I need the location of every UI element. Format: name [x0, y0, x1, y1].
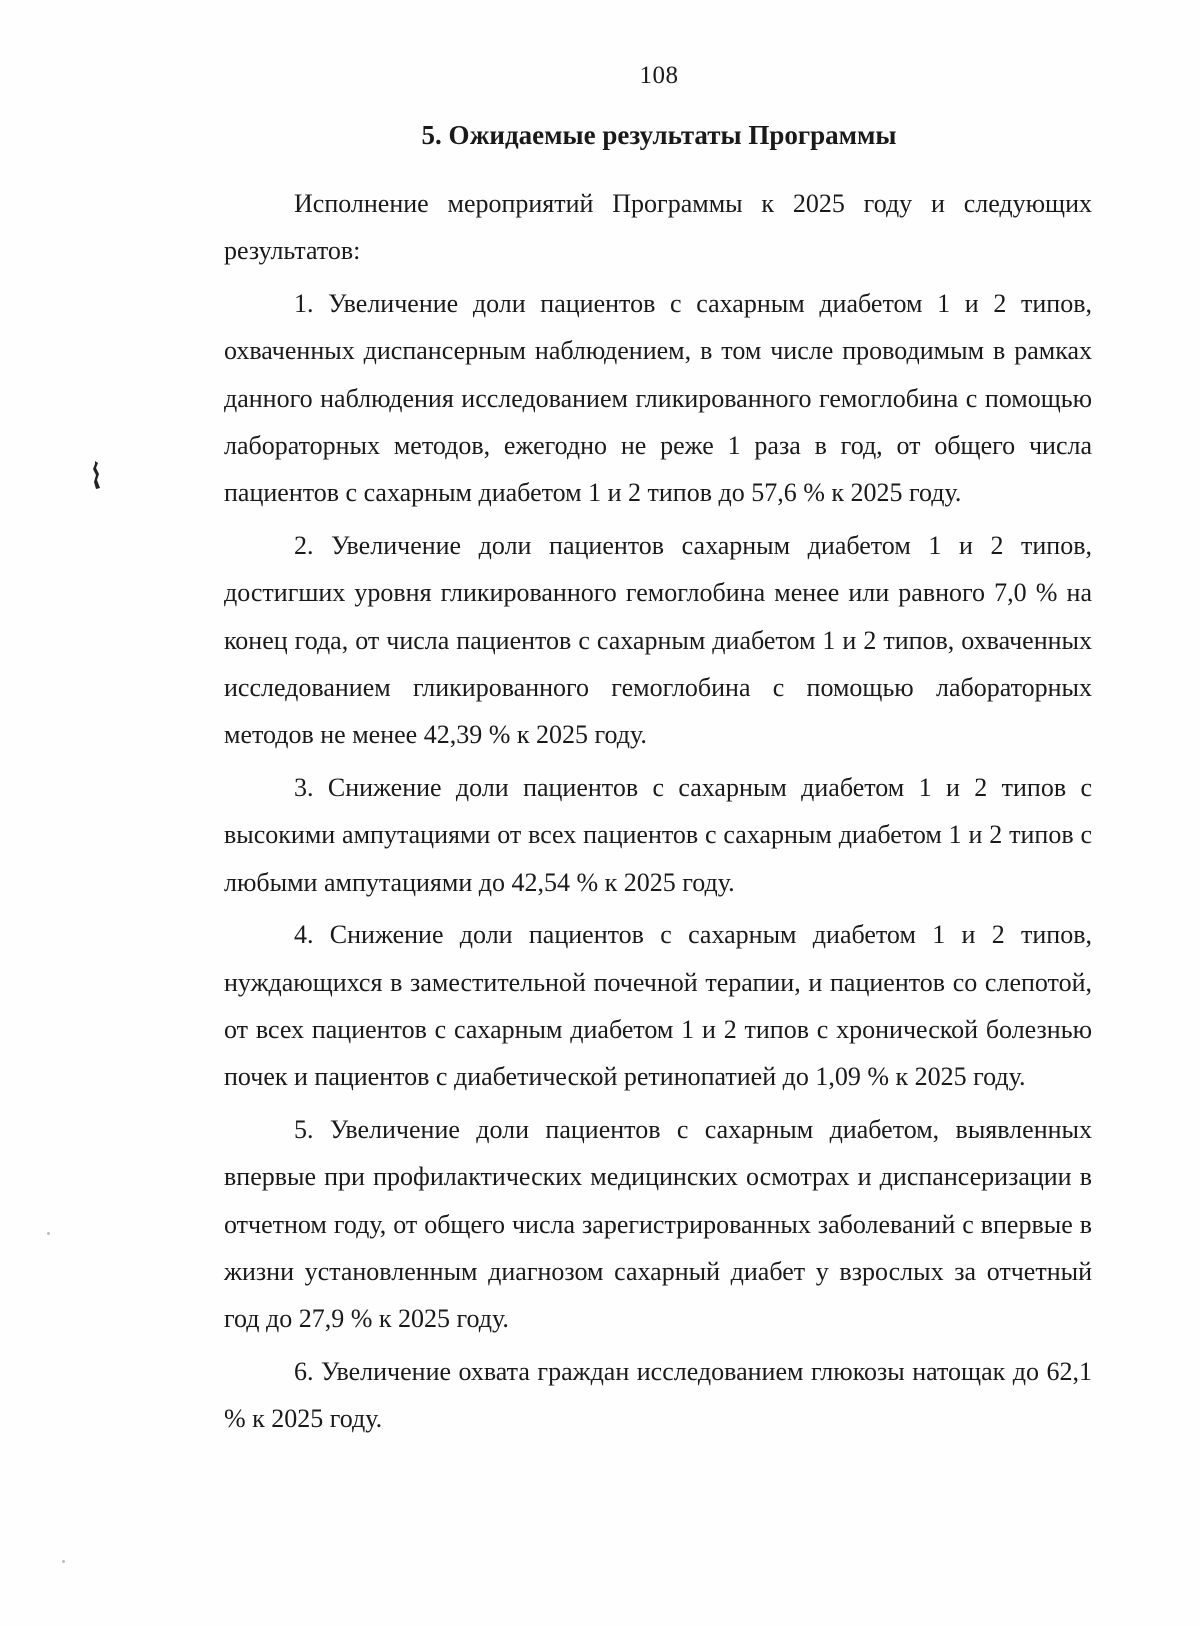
- scan-speck: [47, 1232, 50, 1235]
- document-body: [224, 180, 1092, 1448]
- section-heading: 5. Ожидаемые результаты Программы: [421, 120, 897, 150]
- result-item-1: 1. Увеличение доли пациентов с сахарным диабетом 1 и 2 типов, охваченных диспансерным наблюдением, в том числе проводимым в рамках данного наблюдения исследованием гликированного гемоглобина с помощью лабораторных методов, ежегодно не реже 1 раза в год, от общего числа пациентов с сахарным диабетом 1 и 2 типов до 57,6 % к 2025 году.: [224, 288, 1092, 508]
- result-item-6: 6. Увеличение охвата граждан исследованием глюкозы натощак до 62,1 % к 2025 году.: [224, 1356, 1092, 1434]
- result-item-5: 5. Увеличение доли пациентов с сахарным диабетом, выявленных впервые при профилактических медицинских осмотрах и диспансеризации в отчетном году, от общего числа зарегистрированных заболеваний с впервые в жизни установленным диагнозом сахарный диабет у взрослых за отчетный год до 27,9 % к 2025 году.: [224, 1114, 1092, 1334]
- result-item-3: 3. Снижение доли пациентов с сахарным диабетом 1 и 2 типов с высокими ампутациями от всех пациентов с сахарным диабетом 1 и 2 типов с любыми ампутациями до 42,54 % к 2025 году.: [224, 772, 1092, 897]
- result-item-4: 4. Снижение доли пациентов с сахарным диабетом 1 и 2 типов, нуждающихся в заместительной почечной терапии, и пациентов со слепотой, от всех пациентов с сахарным диабетом 1 и 2 типов с хронической болезнью почек и пациентов с диабетической ретинопатией до 1,09 % к 2025 году.: [224, 920, 1092, 1092]
- scan-artifact-mark: [92, 460, 102, 490]
- result-item-2: 2. Увеличение доли пациентов сахарным диабетом 1 и 2 типов, достигших уровня гликированного гемоглобина менее или равного 7,0 % на конец года, от числа пациентов с сахарным диабетом 1 и 2 типов, охваченных исследованием гликированного гемоглобина с помощью лабораторных методов не менее 42,39 % к 2025 году.: [224, 530, 1092, 750]
- intro-paragraph: Исполнение мероприятий Программы к 2025 году и следующих результатов:: [224, 189, 1092, 266]
- page-number: 108: [639, 62, 679, 89]
- scan-speck: [62, 1560, 65, 1563]
